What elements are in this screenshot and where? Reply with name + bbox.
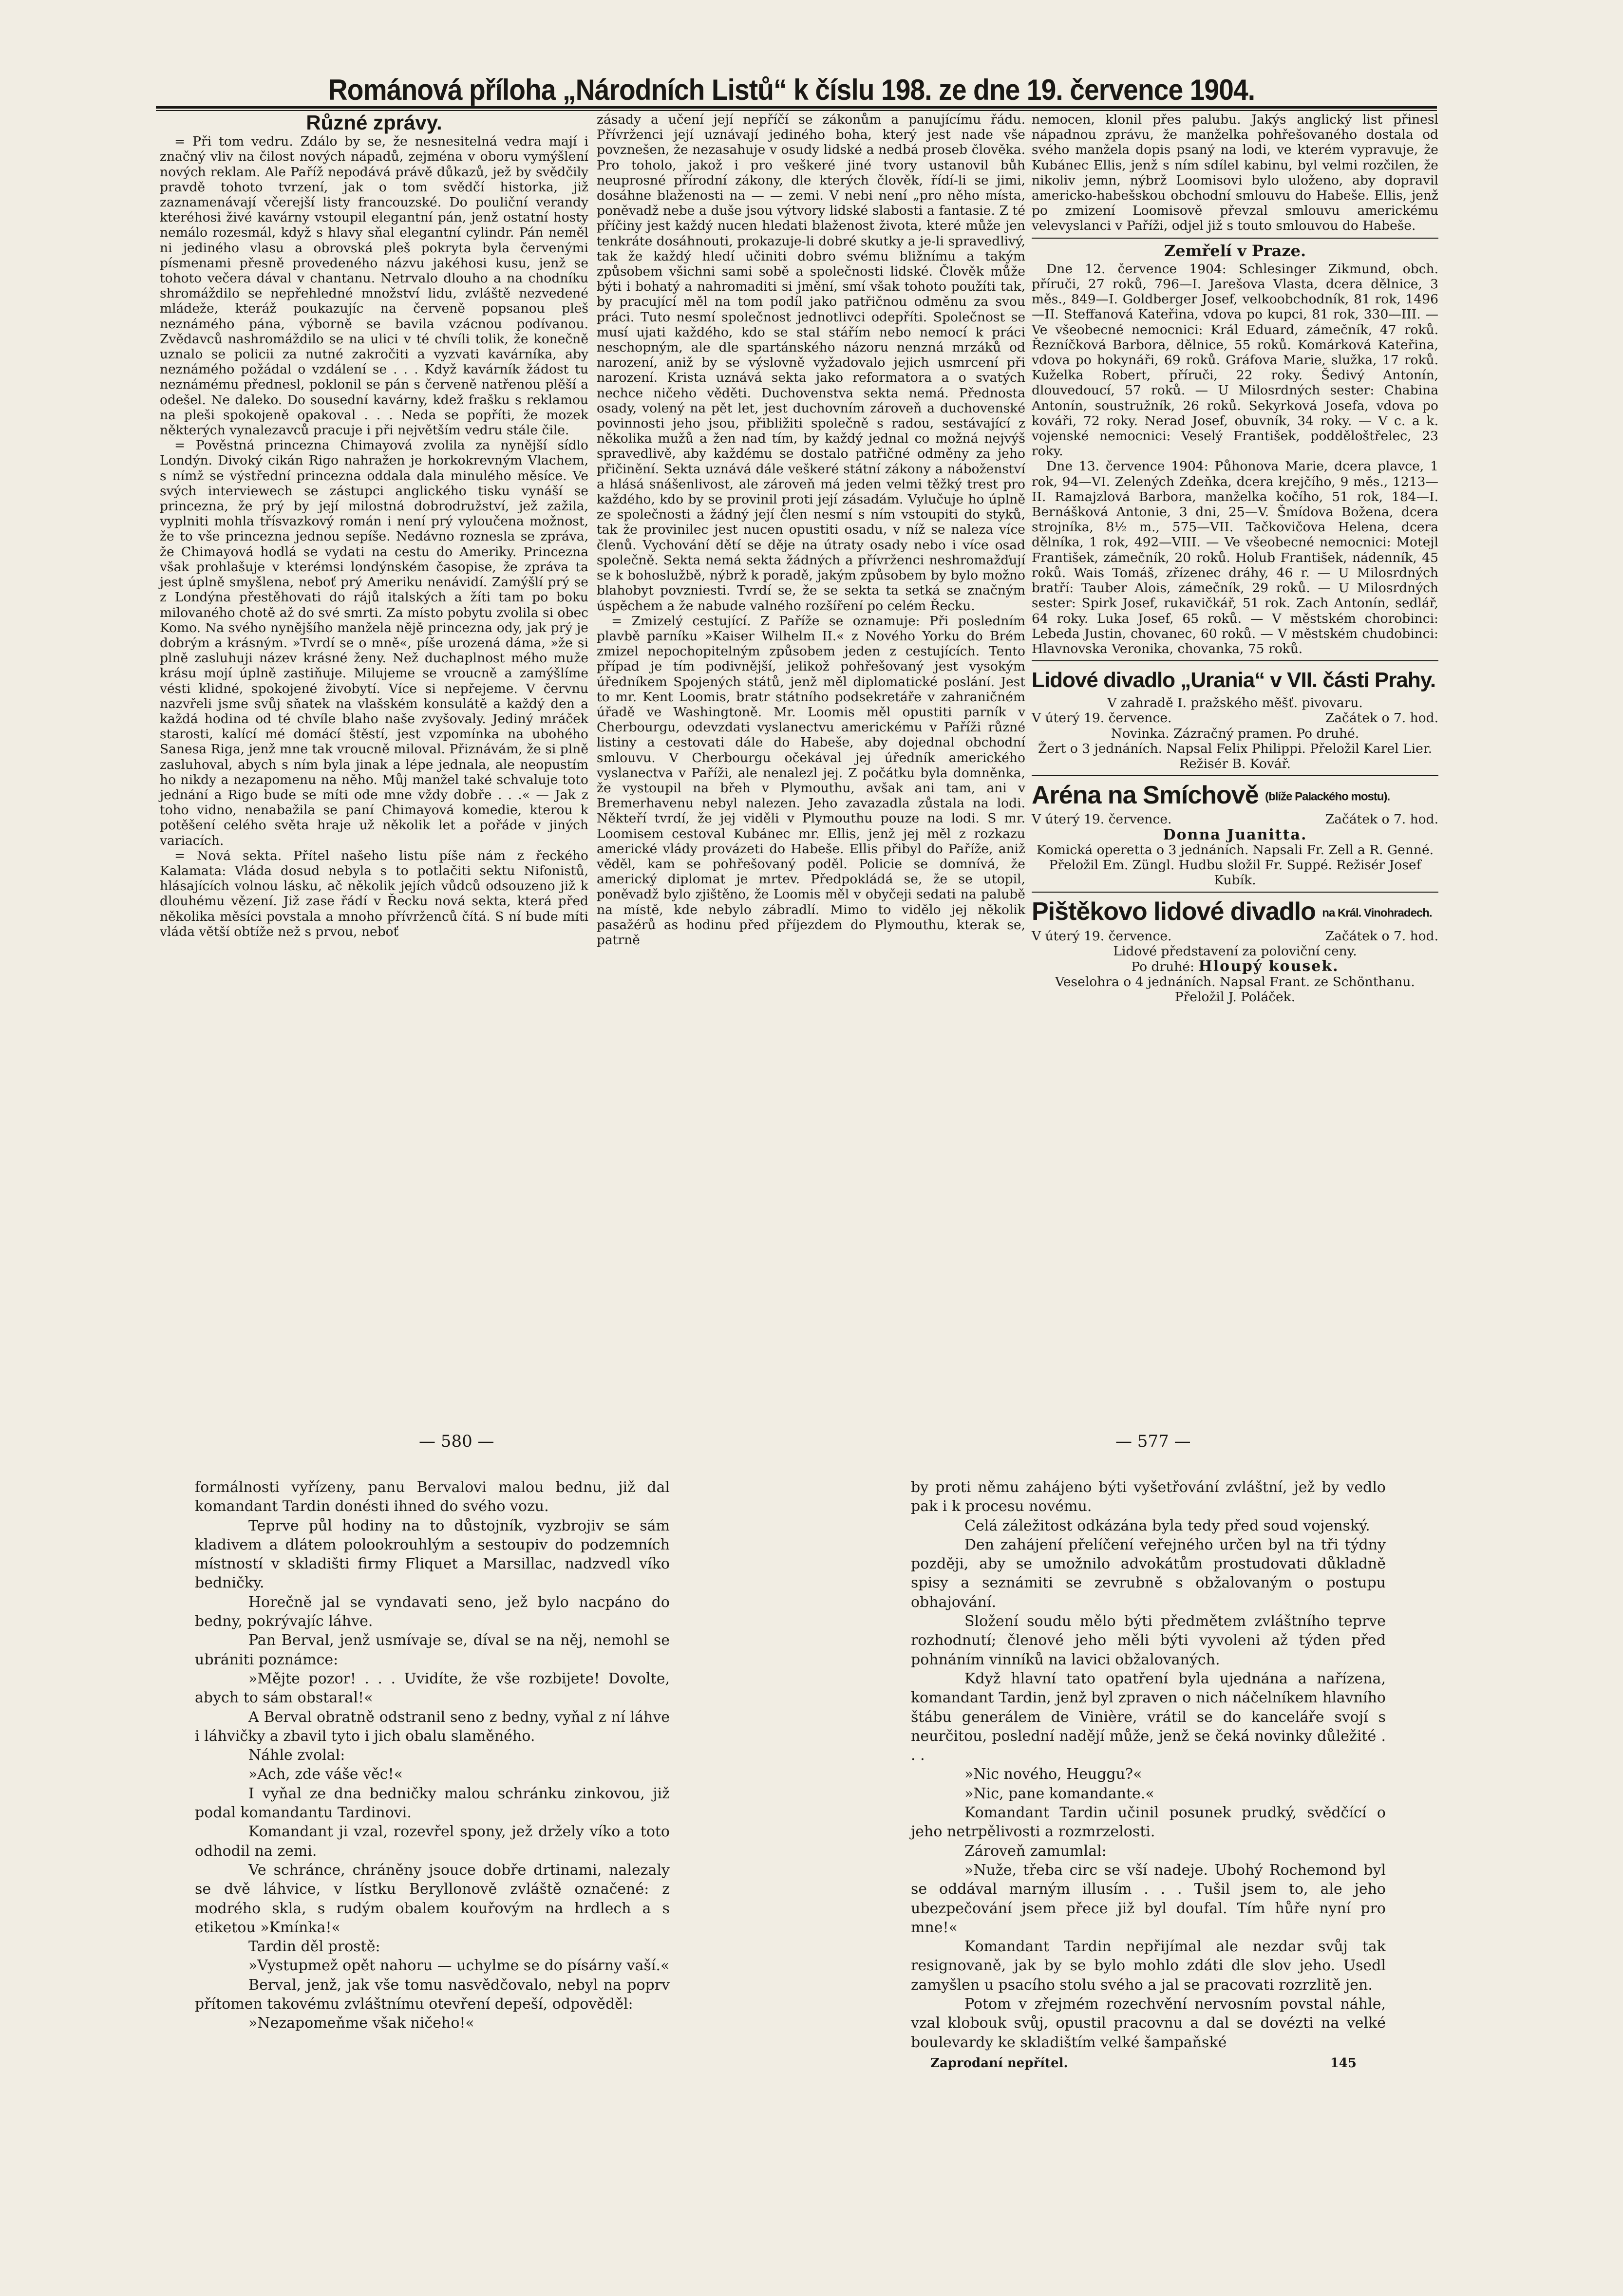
masthead-rule — [156, 106, 1437, 109]
theater-urania-credits: Žert o 3 jednáních. Napsal Felix Philippi. Přeložil Karel Lier. Režisér B. Kovář. — [1038, 741, 1432, 771]
column-3 — [1032, 112, 1438, 1005]
novel-paragraph: Celá záležitost odkázána byla tedy před soud vojenský. — [964, 1517, 1370, 1534]
theater-pistek-play-line — [1032, 959, 1438, 974]
novel-paragraph: »Nic nového, Heuggu?« — [964, 1766, 1142, 1783]
article-sect: = Nová sekta. Přítel našeho listu píše nám z řeckého Kalamata: Vláda dosud nebyla s to potlačiti sektu Nifonistů, hlásajících volnou lásku, ač několik jejích vůdců odsouzeno již k dlouhému vězení. Již zase řádí v Řecku nová sekta, která před několika měsíci povstala a mnoho přívrženců čítá. S ní bude míti vláda větší obtíže než s prvou, neboť — [160, 848, 588, 939]
deaths-day-13: Dne 13. července 1904: Půhonova Marie, dcera plavce, 1 rok, 94—VI. Zelených Zdeňka, dcera krejčího, 9 měs., 1213—II. Ramajzlová Barbora, manželka kočího, 51 rok, 184—I. Bernášková Antonie, 3 dni, 25—V. Šmídova Božena, dcera strojníka, 8½ m., 575—VII. Tačkovičova Helena, dcera dělníka, 1 rok, 492—VIII. — Ve všeobecné nemocnici: Motejl František, zámečník, 20 roků. Holub František, nádenník, 45 roků. Wais Tomáš, zřízenec dráhy, 46 r. — U Milosrdných bratří: Tauber Alois, zámečník, 29 roků. — U Milosrdných sester: Spirk Josef, rukavičkář, 51 rok. Zach Antonín, sedlář, 64 roky. Luka Josef, 65 roků. — V městském chorobinci: Lebeda Justin, chovanec, 60 roků. — V městském chudobinci: Hlavnovska Veronika, chovanka, 75 roků. — [1032, 459, 1438, 656]
theater-pistek-subtitle: na Král. Vinohradech. — [1322, 906, 1432, 920]
theater-arena-title: Aréna na Smíchově — [1032, 781, 1259, 810]
novel-paragraph: Den zahájení přelíčení veřejného určen byl na tři týdny později, aby se umožnilo advokátům prostudovati důkladně spisy a seznámiti se zevrubně s obžalovaným o postupu obhajování. — [911, 1536, 1386, 1611]
theater-urania-date: V úterý 19. července. — [1032, 710, 1172, 726]
novel-page-left — [195, 1478, 670, 2033]
novel-paragraph: A Berval obratně odstranil seno z bedny, vyňal z ní láhve i láhvičky a zbavil tyto i jich obalu slaměného. — [195, 1708, 670, 1745]
novel-paragraph: Pan Berval, jenž usmívaje se, díval se na něj, nemohl se ubrániti poznámce: — [195, 1632, 670, 1668]
novel-paragraph: »Nic, pane komandante.« — [964, 1785, 1154, 1802]
page-number-right: — 577 — — [1115, 1432, 1191, 1451]
article-chimay: = Pověstná princezna Chimayová zvolila za nynější sídlo Londýn. Divoký cikán Rigo nahražen je horkokrevným Vlachem, s nímž se výstřední princezna oddala dala minulého měsíce. Ve svých interviewech se zástupci anglického tisku vynáší se princezna, že prý by její milostná dobrodružství, jež zažila, vyplniti mohla třísvazkový román i není prý vyloučena možnost, že to vše princezna jednou sepíše. Nedávno roznesla se zpráva, že Chimayová hodlá se vydati na cestu do Ameriky. Princezna však prohlašuje v kterémsi londýnském časopise, že zpráva ta jest úplně smyšlena, neboť prý Ameriku nenávidí. Zamýšlí prý se z Londýna přestěhovati do rájů italských a žíti tam po boku milovaného chotě až do své smrti. Za místo pobytu zvolila si obec Komo. Na svého nynějšího manžela nějě princezna ody, jak prý je dobrým a krásným. »Tvrdí se o mně«, píše urozená dáma, »že si plně zasluhuji název krásné ženy. Než duchaplnost mého muže krásu mojí úplně zastiňuje. Milujeme se vroucně a zamýšlíme vésti klidné, spokojené živobytí. Více si nepřejeme. V červnu nazvřeli jsme svůj sňatek na vlašském konsulátě a každý den a každá hodina od té chvíle blaho naše zvyšovaly. Jediný mráček starosti, kalící mé domácí štěstí, jest vzpomínka na ubohého Sanesa Riga, jenž mne tak vroucně miloval. Přiznávám, že si plně zasluhoval, abych s ním byla jinak a lépe jednala, ale neopustím ho nikdy a nezapomenu na něho. Můj manžel také schvaluje toto jednání a Rigo bude se míti ode mne vždy dobře . . .« — Jak z toho vidno, nenabažila se paní Chimayová komedie, kterou k potěšení celého světa hraje už několik let a pořáde v jiných variacích. — [160, 438, 588, 848]
novel-paragraph: Horečně jal se vyndavati seno, jež bylo nacpáno do bedny, pokrývajíc láhve. — [195, 1593, 670, 1630]
theater-arena-name — [1032, 781, 1438, 811]
article-heat: = Při tom vedru. Zdálo by se, že nesnesitelná vedra mají i značný vliv na čilost nových nápadů, zejména v oboru vymýšlení nových reklam. Ale Paříž nepodává právě důkazů, jež by svědčily pravdě tohoto tvrzení, jak o tom svědčí historka, již zaznamenávají včerejší listy francouzské. Do pouliční verandy kteréhosi živé kavárny vstoupil elegantní pán, jenž ostatní hosty nemálo rozesmál, když s hlavy sňal elegantní cylindr. Pán neměl ni jediného vlasu a obrovská pleš pokryta byla červenými písmenami přesně provedeného názvu jakéhosi kusu, jenž se tohoto večera dával v chantanu. Netrvalo dlouho a na chodníku shromáždilo se nepřehledné množství lidu, zvláště nezvedené mládeže, kteráž poukazujíc na červeně popsanou pleš neznámého pána, výborně se bavila vzácnou podívanou. Zvědavců nashromáždilo se na ulici v té chvíli tolik, že konečně uznalo se policii za nutné zakročiti a vyzvati kavárníka, aby neznámého požádal o vzdálení se . . . Když kavárník žádost tu neznámému přednesl, poklonil se pán s červeně natřenou plěší a odešel. Ne daleko. Do sousední kavárny, kdež frašku s reklamou na pleši spokojeně opakoval . . . Neda se popříti, že mozek některých vynalezavců pracuje i při největším vedru stále čile. — [160, 134, 588, 438]
novel-paragraph: »Nuže, třeba circ se vší nadeje. Ubohý Rochemond byl se oddával marným illusím . . . Tušil jsem to, ale jeho ubezpečování jsem přece již byl doufal. Tím hůře nyní pro mne!« — [911, 1861, 1386, 1936]
divider — [1032, 892, 1438, 893]
theater-urania-venue: V zahradě I. pražského měšť. pivovaru. — [1107, 695, 1363, 711]
novel-paragraph: Složení soudu mělo býti předmětem zvláštního teprve rozhodnutí; členové jeho měli býti vyvoleni až týden před pohnáním vinníků na lavici obžalovaných. — [911, 1613, 1386, 1668]
novel-paragraph: Tardin děl prostě: — [248, 1938, 380, 1956]
novel-paragraph: »Mějte pozor! . . . Uvidíte, že vše rozbijete! Dovolte, abych to sám obstaral!« — [195, 1670, 670, 1707]
footer-title: Zaprodaní nepřítel. — [930, 2055, 1068, 2071]
deaths-day-12: Dne 12. července 1904: Schlesinger Zikmund, obch. příruči, 27 roků, 796—I. Jarešova Vlasta, dcera dělnice, 3 měs., 849—I. Goldberger Josef, velkoobchodník, 81 rok, 1496—II. Steffanová Kateřina, vdova po kupci, 81 rok, 330—III. — Ve všeobecné nemocnici: Král Eduard, zámečník, 47 roků. Řezníčková Barbora, dělnice, 55 roků. Komárková Kateřina, vdova po hokynáři, 69 roků. Gráfova Marie, služka, 17 roků. Kuželka Robert, příruči, 22 roky. Šedivý Antonín, dlouvedoucí, 57 roků. — U Milosrdných sester: Chabina Antonín, soustružník, 26 roků. Sekyrková Josefa, vdova po kováři, 72 roky. Nerad Josef, obuvník, 34 roky. — V c. a k. vojenské nemocnici: Veselý František, podděloštřelec, 23 roky. — [1032, 261, 1438, 459]
theater-pistek-play: Hloupý kousek. — [1198, 958, 1339, 975]
novel-paragraph: Zároveň zamumlal: — [964, 1842, 1107, 1860]
article-continued: nemocen, klonil přes palubu. Jakýs anglický list přinesl nápadnou zprávu, že manželka pohřešovaného dostala od svého manžela dopis psaný na lodi, ve kterém vypravuje, že Kubánec Ellis, jenž s ním sdílel kabinu, byl velmi rozčilen, že nikoliv jemn, nýbrž Loomisovi bylo uloženo, aby dopravil americko-habešskou obchodní smlouvu do Habeše. Ellis, jenž po zmizení Loomisově převzal smlouvu americkému velevyslanci v Paříži, odjel již s touto smlouvou do Habeše. — [1032, 112, 1438, 234]
novel-paragraph: Komandant Tardin učinil posunek prudký, svědčící o jeho netrpělivosti a rozmrzelosti. — [911, 1804, 1386, 1841]
article-sect-continued: zásady a učení její nepříčí se zákonům a panujícímu řádu. Přívrženci její uznávají jediného boha, který jest nade vše povznešen, že nezasahuje v osudy lidské a nedbá proseb člověka. Pro toholo, jakož i pro veškeré jiné tvory ustanovil bůh neuprosné přírodní zákony, dle kterých člověk, řídí-li se jimi, dosáhne blaženosti na — — zemi. V nebi není „pro něho místa, poněvadž nebe a duše jsou výtvory lidské slabosti a fantasie. Z té příčiny jest každý nucen hledati blaženost života, které může jen tenkráte dosáhnouti, prokazuje-li dobré skutky a je-li spravedlivý, tak že každý hledí učiniti dobro svému bližnímu a takým způsobem všichni sami sobě a společnosti lidské. Člověk může býti i bohatý a nahromaditi si jmění, smí však tohoto použíti tak, by pracující měl na tom podíl jako patřičnou odměnu za svou práci. Tuto nesmí společnost jednotlivci odepříti. Společnost se musí ujati každého, kdo se stal stářím nebo nemocí k práci neschopným, ale dle spartánského názoru nenzná mrzáků od narození, aniž by se výslovně vyžadovalo jejich usmrcení při narození. Krista uznává sekta jako reformatora a o svatých nechce ničeho věděti. Duchovenstva sekta nemá. Přednosta osady, volený na pět let, jest duchovním zároveň a duchovenské povinnosti jeho jsou, přibližiti společně s radou, sestávající z několika mužů a žen nad tím, by každý jednal co možná nejvýš spravedlivě, aby každému se dostalo patřičné odměny za jeho přičinění. Sekta uznává dále veškeré státní zákony a náboženství a hlásá snášenlivost, ale zároveň má jeden velmi těžký trest pro každého, kdo by se provinil proti její zásadám. Vylučuje ho úplně ze společnosti a žádný její člen nesmí s ním vstoupiti do styků, tak že provinilec jest nucen opustiti osadu, v níž se naleza více členů. Vychování dětí se děje na útraty osady nebo i více osad společně. Sekta nemá sekta žádných a přívrženci neshromažďují se k bohoslužbě, nýbrž k poradě, jakým způsobem by bylo možno blahobyt povzniesti. Tvrdí se, že se sekta ta setká se značným úspěchem a že nabude valného rozšíření po celém Řecku. — [597, 112, 1025, 614]
theater-pistek-title: Pištěkovo lidové divadlo — [1032, 897, 1316, 926]
article-missing-traveller: = Zmizelý cestující. Z Paříže se oznamuje: Při posledním plavbě parníku »Kaiser Wilhelm II.« z Nového Yorku do Brém zmizel nepochopitelným způsobem jeden z cestujících. Tento případ je tím podivnější, jelikož pohřešovaný jest vysokým úředníkem Spojených států, jenž měl diplomatické poslání. Jest to mr. Kent Loomis, bratr státního podsekretáře v zahraničném úřadě ve Washingtoně. Mr. Loomis měl opustiti parník v Cherbourgu, odevzdati vyslanectvu americkému v Paříži různé listiny a cestovati dále do Habeše, aby dojednal obchodní smlouvu. V Cherbourgu očekával jej úředník amerického vyslanectva v Paříži, ale nenalezl jej. Z počátku byla domněnka, že vystoupil na břeh v Plymouthu, avšak ani tam, ani v Bremerhavenu nebyl nalezen. Jeho zavazadla zůstala na lodi. Někteří tvrdí, že jej viděli v Plymouthu pouze na lodi. S mr. Loomisem cestoval Kubánec mr. Ellis, jenž jej měl z rozkazu americké vlády provázeti do Habeše. Ellis přibyl do Paříže, aniž věděl, kam se pohřešovaný poděl. Policie se domnívá, že americký diplomat je mrtev. Předpokládá se, že se utopil, poněvadž bylo zjištěno, že Loomis měl v obyčeji sedati na palubě na místě, kde nebylo zábradlí. Mimo to vidělo jej několik pasažérů as hodinu před příjezdem do Plymouthu, kterak se, patrně — [597, 613, 1025, 948]
novel-paragraph: Když hlavní tato opatření byla ujednána a nařízena, komandant Tardin, jenž byl zpraven o nich náčelníkem hlavního štábu generálem de Vinière, vrátil se do kanceláře svojí s neurčitou, poslední nadějí může, jenž se čeká novinky důležité . . . — [911, 1670, 1386, 1764]
masthead: Románová příloha „Národních Listů“ k číslu 198. ze dne 19. července 1904. — [328, 74, 1255, 106]
novel-page-right — [911, 1478, 1386, 2073]
footer-page-number: 145 — [1330, 2055, 1357, 2071]
page-number-left: — 580 — — [419, 1432, 494, 1451]
theater-pistek-date: V úterý 19. července. — [1032, 928, 1172, 944]
divider — [1032, 660, 1438, 661]
divider — [1032, 775, 1438, 776]
theater-urania-play: Novinka. Zázračný pramen. Po druhé. — [1111, 726, 1359, 741]
novel-paragraph: Berval, jenž, jak vše tomu nasvědčovalo, nebyl na poprv přítomen takovému zvláštnímu otevření depeší, odpověděl: — [195, 1976, 670, 2013]
theater-urania-name: Lidové divadlo „Urania“ v VII. části Prahy. — [1032, 668, 1436, 692]
column-1 — [160, 112, 588, 939]
theater-arena-date: V úterý 19. července. — [1032, 812, 1172, 827]
novel-paragraph: Potom v zřejmém rozechvění nervosním povstal náhle, vzal klobouk svůj, opustil pracovnu a dal se dovézti na velké boulevardy ke skladištím velké šampaňské — [911, 1996, 1386, 2051]
divider — [1032, 238, 1438, 239]
novel-paragraph: »Vystupmež opět nahoru — uchylme se do písárny vaší.« — [248, 1957, 670, 1975]
novel-paragraph: Komandant ji vzal, rozevřel spony, jež držely víko a toto odhodil na zemi. — [195, 1823, 670, 1860]
theater-pistek-note: Lidové představení za poloviční ceny. — [1113, 943, 1357, 959]
theater-pistek-name — [1032, 897, 1438, 927]
novel-paragraph: I vyňal ze dna bedničky malou schránku zinkovou, již podal komandantu Tardinovi. — [195, 1785, 670, 1822]
column-2 — [597, 112, 1025, 948]
theater-arena-play: Donna Juanitta. — [1163, 826, 1307, 843]
novel-paragraph: Ve schránce, chráněny jsouce dobře drtinami, nalezaly se dvě láhvice, v lístku Beryllonově zvláště označené: z modrého skla, s rudým obalem kouřovým na hrdlech a s etiketou »Kmínka!« — [195, 1861, 670, 1936]
novel-paragraph: Teprve půl hodiny na to důstojník, vyzbrojiv se sám kladivem a dlátem polookrouhlým a sestoupiv do podzemních místností v skladišti firmy Fliquet a Marsillac, nadzvedl víko bedničky. — [195, 1517, 670, 1592]
novel-paragraph: Komandant Tardin nepřijímal ale nezdar svůj tak resignovaně, jak by se bylo mohlo zdáti dle slov jeho. Usedl zamyšlen u psacího stolu svého a jal se pracovati rozrzlitě jen. — [911, 1938, 1386, 1994]
novel-paragraph: formálnosti vyřízeny, panu Bervalovi malou bednu, již dal komandant Tardin donésti ihned do svého vozu. — [195, 1479, 670, 1515]
theater-arena-subtitle: (blíže Palackého mostu). — [1265, 790, 1390, 803]
theater-pistek-play-prefix: Po druhé: — [1131, 959, 1194, 975]
section-heading: Různé zprávy. — [306, 111, 442, 134]
theater-pistek-start: Začátek o 7. hod. — [1325, 928, 1438, 944]
theater-pistek-credits: Veselohra o 4 jednáních. Napsal Frant. ze Schönthanu. Přeložil J. Poláček. — [1055, 974, 1415, 1005]
novel-paragraph: Náhle zvolal: — [248, 1747, 345, 1764]
novel-paragraph: »Ach, zde váše věc!« — [248, 1766, 403, 1783]
theater-urania-start: Začátek o 7. hod. — [1325, 710, 1438, 726]
theater-arena-start: Začátek o 7. hod. — [1325, 812, 1438, 827]
theater-arena-credits: Komická operetta o 3 jednáních. Napsali Fr. Zell a R. Genné. Přeložil Em. Züngl. Hudbu složil Fr. Suppé. Režisér Josef Kubík. — [1036, 842, 1434, 888]
deaths-heading: Zemřelí v Praze. — [1164, 241, 1306, 260]
novel-paragraph: by proti němu zahájeno býti vyšetřování zvláštní, jež by vedlo pak i k procesu novému. — [911, 1479, 1386, 1515]
novel-paragraph: »Nezapomeňme však ničeho!« — [248, 2015, 474, 2032]
novel-footer — [911, 2054, 1386, 2073]
